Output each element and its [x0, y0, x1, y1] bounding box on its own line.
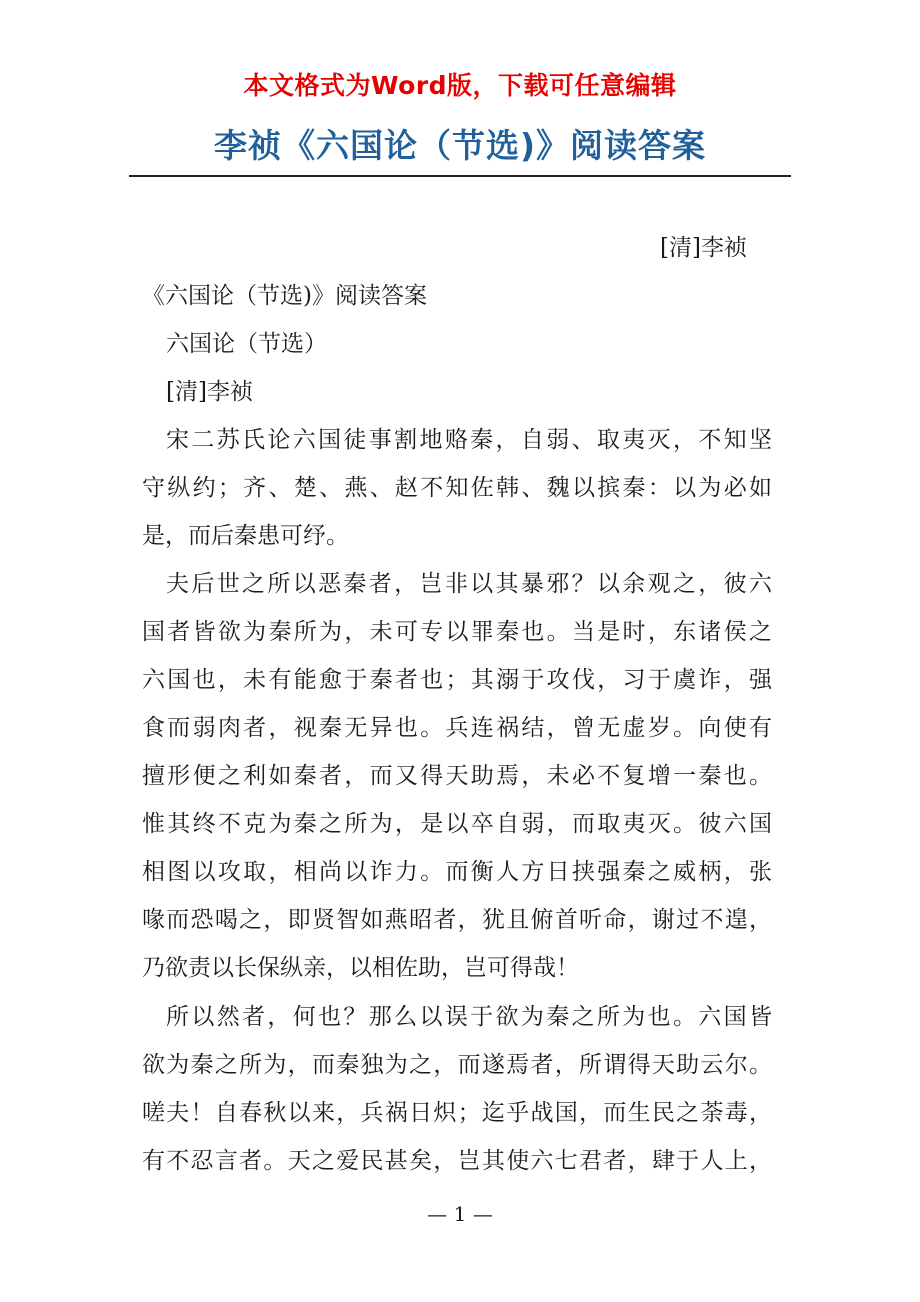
paragraph-line: 有不忍言者。天之爱民甚矣，岂其使六七君者，肆于人上， [142, 1148, 772, 1174]
format-notice: 本文格式为Word版，下载可任意编辑 [243, 71, 677, 100]
title-divider [129, 175, 791, 177]
paragraph-line: 守纵约；齐、楚、燕、赵不知佐韩、魏以摈秦：以为必如 [142, 475, 772, 501]
paragraph-line: 喙而恐喝之，即贤智如燕昭者，犹且俯首听命，谢过不遑， [142, 907, 772, 933]
paragraph-line: 嗟夫！自春秋以来，兵祸日炽；迄乎战国，而生民之荼毒， [142, 1100, 772, 1126]
paragraph-line: 相图以攻取，相尚以诈力。而衡人方日挟强秦之威柄，张 [142, 859, 772, 885]
paragraph-line: 食而弱肉者，视秦无异也。兵连祸结，曾无虚岁。向使有 [142, 715, 772, 741]
paragraph-line: 六国也，未有能愈于秦者也；其溺于攻伐，习于虞诈，强 [142, 667, 772, 693]
page-number: — 1 — [427, 1202, 493, 1226]
subtitle: 《六国论（节选)》阅读答案 [142, 283, 427, 309]
paragraph-line: 乃欲责以长保纵亲，以相佐助，岂可得哉！ [142, 955, 579, 981]
essay-author: [清]李祯 [166, 379, 253, 405]
author-right: [清]李祯 [660, 235, 747, 261]
paragraph-line: 是，而后秦患可纾。 [142, 523, 349, 549]
paragraph-line: 擅形便之利如秦者，而又得天助焉，未必不复增一秦也。 [142, 763, 772, 789]
paragraph-line: 国者皆欲为秦所为，未可专以罪秦也。当是时，东诸侯之 [142, 619, 772, 645]
paragraph-line: 夫后世之所以恶秦者，岂非以其暴邪？以余观之，彼六 [166, 571, 772, 597]
paragraph-line: 欲为秦之所为，而秦独为之，而遂焉者，所谓得天助云尔。 [142, 1052, 772, 1078]
essay-title: 六国论（节选） [166, 331, 327, 357]
document-title: 李祯《六国论（节选)》阅读答案 [213, 126, 707, 165]
paragraph-line: 所以然者，何也？那么以误于欲为秦之所为也。六国皆 [166, 1004, 772, 1030]
paragraph-line: 惟其终不克为秦之所为，是以卒自弱，而取夷灭。彼六国 [142, 811, 772, 837]
paragraph-line: 宋二苏氏论六国徒事割地赂秦，自弱、取夷灭，不知坚 [166, 427, 772, 453]
